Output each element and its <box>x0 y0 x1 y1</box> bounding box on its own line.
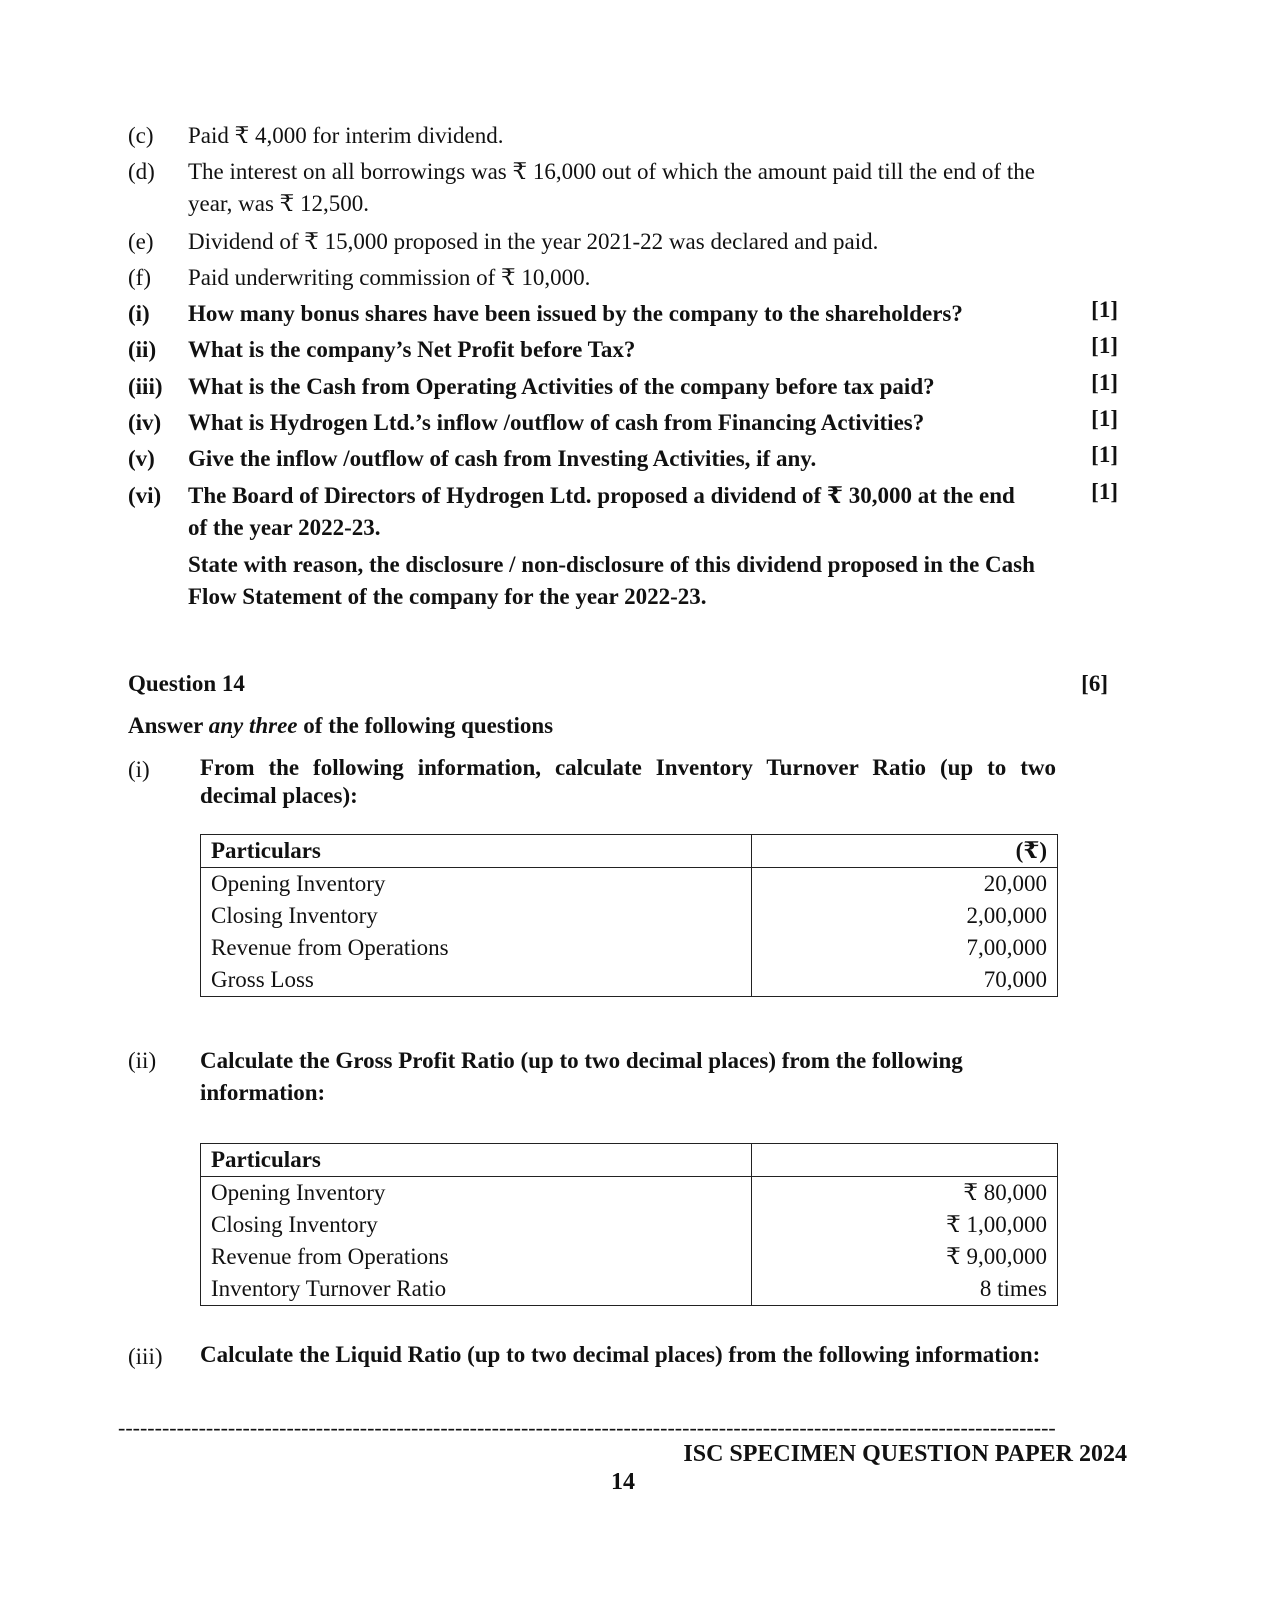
question-title: Question 14 <box>128 671 245 696</box>
item-text: Paid underwriting commission of ₹ 10,000. <box>188 265 591 290</box>
table-row <box>201 964 1058 997</box>
table-cell: 20,000 <box>752 868 1058 901</box>
question-text: State with reason, the disclosure / non-disclosure of this dividend proposed in the Cash Flow Statement of the company for the year 2022-23. <box>188 552 1035 609</box>
table-cell: 8 times <box>752 1273 1058 1306</box>
question-text: What is the Cash from Operating Activities of the company before tax paid? <box>188 374 935 399</box>
table-header-cell: Particulars <box>201 835 752 868</box>
item-text: The interest on all borrowings was ₹ 16,000 out of which the amount paid till the end of the year, was ₹ 12,500. <box>188 159 1035 216</box>
question-label: (ii) <box>128 337 157 362</box>
table-header-cell: Particulars <box>201 1144 752 1177</box>
question-text: Give the inflow /outflow of cash from Investing Activities, if any. <box>188 446 817 471</box>
table-cell: 70,000 <box>752 964 1058 997</box>
table-cell: ₹ 80,000 <box>752 1177 1058 1210</box>
table-header-row <box>201 835 1058 868</box>
table-header-cell <box>752 1144 1058 1177</box>
table-cell: Gross Loss <box>201 964 752 997</box>
item-label: (e) <box>128 229 154 254</box>
table-row <box>201 900 1058 932</box>
marks-badge: [1] <box>1091 370 1118 395</box>
inventory-table <box>200 834 1058 997</box>
part-label: (i) <box>128 757 150 782</box>
footer-title: ISC SPECIMEN QUESTION PAPER 2024 <box>683 1441 1127 1467</box>
table-row <box>201 1273 1058 1306</box>
part-label: (iii) <box>128 1344 163 1369</box>
table-cell: ₹ 9,00,000 <box>752 1241 1058 1273</box>
marks-badge: [1] <box>1091 406 1118 431</box>
item-label: (d) <box>128 159 155 184</box>
table-cell: Opening Inventory <box>201 1177 752 1210</box>
marks-badge: [6] <box>1081 671 1108 696</box>
question-14-instruction <box>128 710 553 742</box>
page-number: 14 <box>611 1469 635 1495</box>
table-row <box>201 932 1058 964</box>
table-cell: ₹ 1,00,000 <box>752 1209 1058 1241</box>
table-row <box>201 868 1058 901</box>
instruction-text: of the following questions <box>297 713 554 738</box>
marks-badge: [1] <box>1091 297 1118 322</box>
question-label: (iii) <box>128 374 163 399</box>
gross-profit-table <box>200 1143 1058 1306</box>
table-header-cell: (₹) <box>752 835 1058 868</box>
question-label: (vi) <box>128 483 162 508</box>
item-text: Dividend of ₹ 15,000 proposed in the year 2021-22 was declared and paid. <box>188 229 879 254</box>
part-text: Calculate the Gross Profit Ratio (up to two decimal places) from the following information: <box>200 1048 963 1105</box>
table-cell: 7,00,000 <box>752 932 1058 964</box>
table-row <box>201 1241 1058 1273</box>
question-label: (v) <box>128 446 155 471</box>
table-cell: Revenue from Operations <box>201 1241 752 1273</box>
table-cell: 2,00,000 <box>752 900 1058 932</box>
table-cell: Inventory Turnover Ratio <box>201 1273 752 1306</box>
table-header-row <box>201 1144 1058 1177</box>
instruction-emphasis: any three <box>208 713 298 738</box>
table-cell: Closing Inventory <box>201 900 752 932</box>
table-cell: Opening Inventory <box>201 868 752 901</box>
table-row <box>201 1209 1058 1241</box>
item-label: (f) <box>128 265 151 290</box>
question-text: What is Hydrogen Ltd.’s inflow /outflow of cash from Financing Activities? <box>188 410 925 435</box>
question-text: How many bonus shares have been issued by the company to the shareholders? <box>188 301 963 326</box>
table-row <box>201 1177 1058 1210</box>
question-text: What is the company’s Net Profit before Tax? <box>188 337 636 362</box>
table-cell: Closing Inventory <box>201 1209 752 1241</box>
instruction-text: Answer <box>128 713 209 738</box>
part-label: (ii) <box>128 1048 157 1073</box>
question-label: (iv) <box>128 410 162 435</box>
question-text: The Board of Directors of Hydrogen Ltd. proposed a dividend of ₹ 30,000 at the end of the year 2022-23. <box>188 483 1015 540</box>
part-text: From the following information, calculate Inventory Turnover Ratio (up to two decimal places): <box>200 755 1056 808</box>
marks-badge: [1] <box>1091 479 1118 504</box>
marks-badge: [1] <box>1091 333 1118 358</box>
item-text: Paid ₹ 4,000 for interim dividend. <box>188 123 504 148</box>
footer-rule: -------------------------------------------------------------------------------------------------------------------------------- <box>118 1415 1056 1440</box>
question-label: (i) <box>128 301 150 326</box>
item-label: (c) <box>128 123 154 148</box>
marks-badge: [1] <box>1091 442 1118 467</box>
table-cell: Revenue from Operations <box>201 932 752 964</box>
part-text: Calculate the Liquid Ratio (up to two decimal places) from the following information: <box>200 1342 1041 1367</box>
